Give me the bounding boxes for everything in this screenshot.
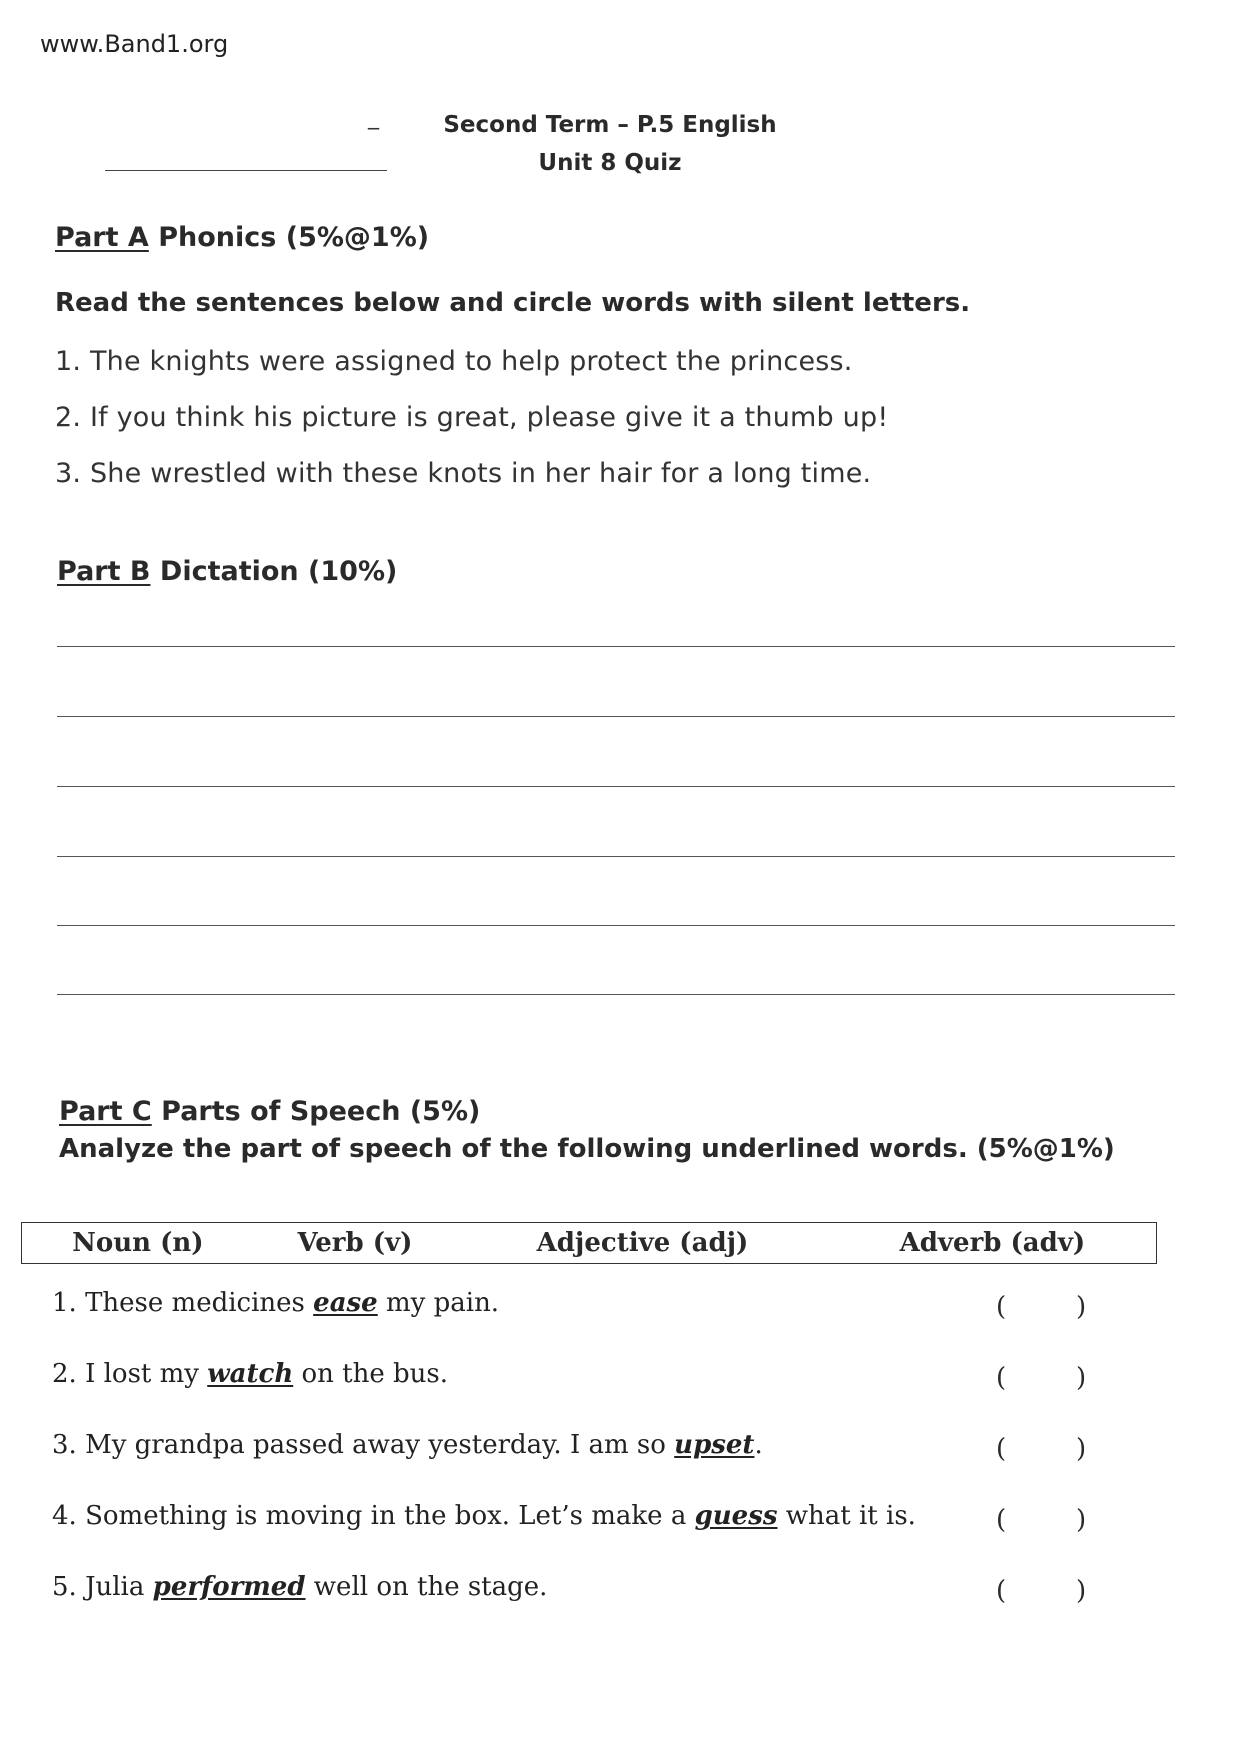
part-b-heading	[57, 556, 397, 587]
underlined-word: performed	[152, 1572, 306, 1602]
sentence-2: 2. If you think his picture is great, please give it a thumb up!	[55, 402, 889, 433]
sentence-3: 3. She wrestled with these knots in her hair for a long time.	[55, 458, 872, 489]
dictation-line	[57, 925, 1175, 926]
dictation-line	[57, 856, 1175, 857]
part-c-heading	[59, 1096, 480, 1127]
part-c-instruction: Analyze the part of speech of the following underlined words. (5%@1%)	[59, 1134, 1115, 1164]
question-1: 1. These medicines ease my pain.	[52, 1288, 500, 1318]
part-b-label: Part B	[57, 556, 151, 587]
quiz-title: Second Term – P.5 English	[443, 112, 777, 138]
dictation-line	[57, 646, 1175, 647]
column-adverb: Adverb (adv)	[899, 1228, 1086, 1258]
quiz-subtitle: Unit 8 Quiz	[538, 150, 682, 176]
part-c-label: Part C	[59, 1096, 152, 1127]
parts-of-speech-key	[21, 1222, 1157, 1264]
part-a-title: Phonics (5%@1%)	[158, 222, 430, 253]
site-url: www.Band1.org	[40, 30, 229, 58]
part-a-instruction: Read the sentences below and circle words with silent letters.	[55, 288, 971, 318]
underlined-word: ease	[313, 1288, 378, 1318]
underlined-word: upset	[674, 1430, 755, 1460]
underlined-word: guess	[694, 1501, 778, 1531]
part-c-title: Parts of Speech (5%)	[161, 1096, 481, 1127]
dictation-line	[57, 786, 1175, 787]
part-b-title: Dictation (10%)	[159, 556, 398, 587]
part-a-label: Part A	[55, 222, 149, 253]
question-2: 2. I lost my watch on the bus.	[52, 1359, 449, 1389]
column-adjective: Adjective (adj)	[536, 1228, 749, 1258]
dictation-line	[57, 716, 1175, 717]
part-a-heading	[55, 222, 429, 253]
question-4: 4. Something is moving in the box. Let’s make a guess what it is.	[52, 1501, 916, 1531]
column-verb: Verb (v)	[297, 1228, 413, 1258]
header-dash: _	[368, 105, 379, 130]
sentence-1: 1. The knights were assigned to help protect the princess.	[55, 346, 853, 377]
column-noun: Noun (n)	[72, 1228, 204, 1258]
question-3: 3. My grandpa passed away yesterday. I am so upset.	[52, 1430, 763, 1460]
underlined-word: watch	[207, 1359, 294, 1389]
question-5: 5. Julia performed well on the stage.	[52, 1572, 548, 1602]
dictation-line	[57, 994, 1175, 995]
